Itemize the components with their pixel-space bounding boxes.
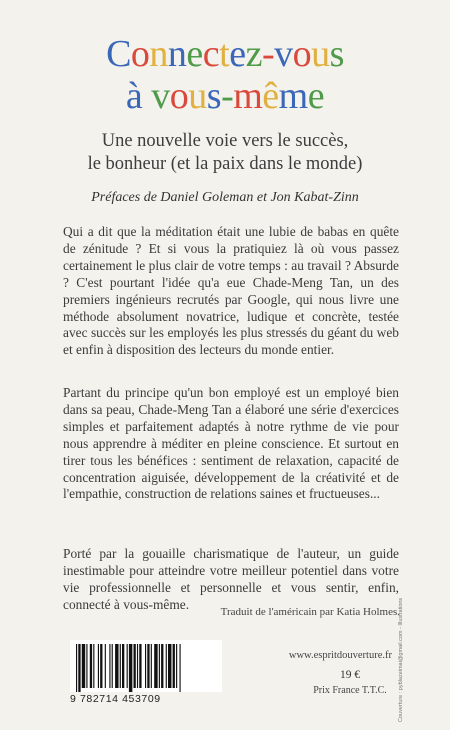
title-letter: ê — [262, 75, 279, 117]
barcode-bar — [112, 644, 113, 688]
title-letter: o — [169, 75, 189, 117]
title-letter: o — [292, 33, 312, 75]
barcode-bar — [127, 644, 128, 688]
barcode-bar — [100, 644, 102, 688]
title-letter: z — [245, 33, 262, 75]
barcode-bar — [154, 644, 157, 688]
barcode-bar — [129, 644, 132, 692]
blurb-paragraph-1: Qui a dit que la méditation était une lubie de babas en quête de zénitude ? Et si vous la pratiquiez là où vous passez certainement le plus clair de votre temps : au travail ? Absurde ? C'est pourtant l'idée qu'a eue Chade-Meng Tan, un des premiers ingénieurs recrutés par Google, qui nous livre une méthode absolument novatrice, ludique et concrète, testée avec succès sur les employés les plus stressés du géant du web et enfin à disposition des lecteurs du monde entier. — [63, 224, 399, 358]
barcode-bar — [147, 644, 149, 688]
book-title-line2 — [0, 76, 450, 116]
barcode-bar — [82, 644, 85, 688]
title-letter: c — [202, 33, 220, 75]
title-letter: - — [221, 75, 234, 117]
barcode-bar — [173, 644, 175, 688]
cover-credit: Couverture : pyblazeimai@gmail.com - Illustrations — [398, 597, 404, 722]
blurb-paragraph-3: Porté par la gouaille charismatique de l'auteur, un guide inestimable pour atteindre votre meilleur potentiel dans votre vie professionnelle et personnelle et vous sentir, enfin, connecté à vous-même. — [63, 546, 399, 612]
price: 19 € — [339, 669, 361, 681]
title-letter: s — [206, 75, 222, 117]
title-letter: C — [106, 33, 131, 75]
title-letter: s — [329, 33, 344, 75]
title-letter: u — [188, 75, 207, 117]
barcode-bar — [120, 644, 121, 688]
title-letter: t — [219, 33, 230, 75]
title-letter: e — [186, 33, 203, 75]
price-label: Prix France T.T.C. — [313, 685, 387, 696]
barcode-bar — [151, 644, 152, 688]
title-letter: - — [261, 33, 275, 75]
preface-credit: Préfaces de Daniel Goleman et Jon Kabat-Zinn — [91, 190, 359, 205]
barcode-bar — [90, 644, 92, 688]
barcode-bar — [137, 644, 138, 688]
isbn-number: 9 782714 453709 — [70, 693, 161, 705]
barcode-bar — [86, 644, 87, 688]
title-letter: e — [229, 33, 246, 75]
barcode-bar — [180, 644, 181, 692]
barcode-bar — [168, 644, 171, 688]
barcode-bar — [139, 644, 141, 688]
barcode-bar — [134, 644, 136, 688]
title-letter: m — [233, 75, 263, 117]
book-title-line1 — [0, 34, 450, 74]
barcode-bar — [145, 644, 146, 688]
barcode-bar — [76, 644, 77, 692]
blurb-paragraph-2: Partant du principe qu'un bon employé est un employé bien dans sa peau, Chade-Meng Tan a élaboré une série d'exercices simples et parfaitement adaptés à notre rythme de vie pour nous apprendre à méditer en pleine conscience. Et surtout en tirer tous les bénéfices : sentiment de relaxation, capacité de concentration aiguisée, développement de la créativité et de l'empathie, construction de relations saines et fructueuses... — [63, 385, 399, 502]
title-letter: v — [274, 33, 293, 75]
barcode-bar — [115, 644, 118, 688]
title-letter: n — [167, 33, 187, 75]
title-letter: o — [130, 33, 150, 75]
barcode-bar — [109, 644, 110, 688]
isbn-barcode — [70, 640, 222, 692]
title-letter: m — [278, 75, 308, 117]
barcode-bar — [161, 644, 163, 688]
barcode-bar — [122, 644, 124, 688]
title-letter: e — [307, 75, 325, 117]
title-letter — [142, 75, 151, 117]
subtitle-line1: Une nouvelle voie vers le succès, — [101, 131, 349, 151]
barcode-bar — [105, 644, 106, 688]
barcode-bar — [98, 644, 99, 688]
title-letter: u — [311, 33, 330, 75]
title-letter: n — [149, 33, 168, 75]
publisher-website: www.espritdouverture.fr — [288, 650, 392, 661]
translator-credit: Traduit de l'américain par Katia Holmes. — [220, 606, 400, 618]
barcode-bar — [176, 644, 177, 688]
subtitle-line2: le bonheur (et la paix dans le monde) — [87, 154, 363, 174]
barcode-bar — [78, 644, 80, 692]
barcode-bar — [166, 644, 167, 688]
barcode-bar — [93, 644, 94, 688]
barcode-bar — [159, 644, 160, 688]
title-letter: v — [151, 75, 170, 117]
title-letter: à — [125, 75, 143, 117]
